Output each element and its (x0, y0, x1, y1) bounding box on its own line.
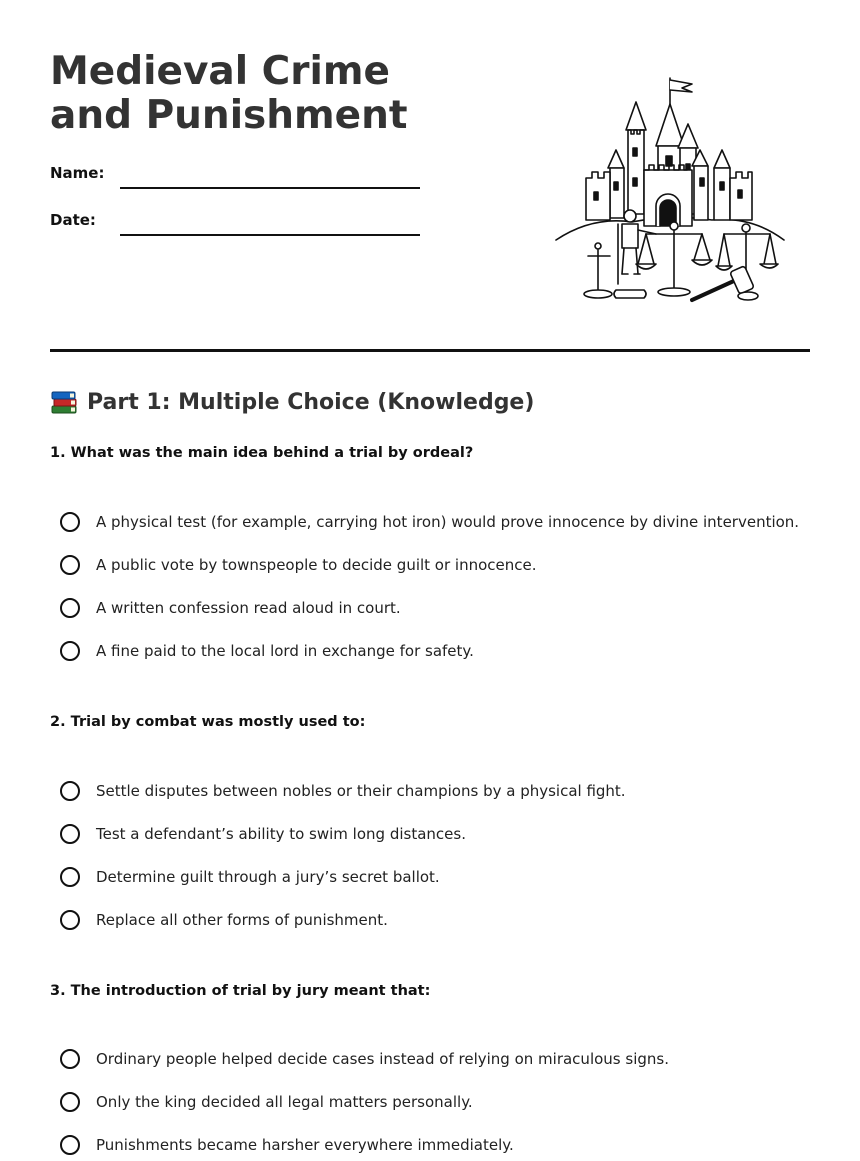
q1-option-b[interactable] (60, 552, 537, 578)
option-label: Ordinary people helped decide cases instead of relying on miraculous signs. (96, 1050, 669, 1068)
option-label: Only the king decided all legal matters personally. (96, 1093, 473, 1111)
radio-button[interactable] (60, 512, 80, 532)
option-label: A written confession read aloud in court. (96, 599, 401, 617)
option-label: A fine paid to the local lord in exchange for safety. (96, 642, 474, 660)
q2-option-b[interactable] (60, 821, 466, 847)
option-label: Punishments became harsher everywhere immediately. (96, 1136, 514, 1154)
radio-button[interactable] (60, 824, 80, 844)
option-label: Replace all other forms of punishment. (96, 911, 388, 929)
question-1: 1. What was the main idea behind a trial by ordeal? (50, 445, 474, 461)
q3-option-b[interactable] (60, 1089, 473, 1115)
castle-justice-illustration (552, 74, 788, 306)
question-3: 3. The introduction of trial by jury meant that: (50, 983, 431, 999)
radio-button[interactable] (60, 867, 80, 887)
name-label: Name: (50, 164, 105, 182)
option-label: A physical test (for example, carrying hot iron) would prove innocence by divine intervention. (96, 513, 800, 531)
date-field (50, 211, 420, 235)
part1-title: Part 1: Multiple Choice (Knowledge) (87, 389, 535, 415)
q2-option-d[interactable] (60, 907, 388, 933)
radio-button[interactable] (60, 641, 80, 661)
q1-option-d[interactable] (60, 638, 474, 664)
name-field (50, 164, 420, 188)
q2-option-c[interactable] (60, 864, 440, 890)
q1-option-a[interactable] (60, 509, 799, 535)
radio-button[interactable] (60, 1049, 80, 1069)
option-label: Test a defendant’s ability to swim long distances. (96, 825, 466, 843)
radio-button[interactable] (60, 555, 80, 575)
name-input-line[interactable] (120, 187, 420, 189)
worksheet-header (0, 0, 860, 353)
q3-option-c[interactable] (60, 1132, 514, 1158)
option-label: A public vote by townspeople to decide guilt or innocence. (96, 556, 537, 574)
option-label: Settle disputes between nobles or their champions by a physical fight. (96, 782, 626, 800)
radio-button[interactable] (60, 1135, 80, 1155)
date-label: Date: (50, 211, 96, 229)
q2-option-a[interactable] (60, 778, 626, 804)
question-2: 2. Trial by combat was mostly used to: (50, 714, 366, 730)
option-label: Determine guilt through a jury’s secret ballot. (96, 868, 440, 886)
radio-button[interactable] (60, 781, 80, 801)
page-title: Medieval Crime and Punishment (50, 49, 408, 138)
date-input-line[interactable] (120, 234, 420, 236)
radio-button[interactable] (60, 598, 80, 618)
q1-option-c[interactable] (60, 595, 401, 621)
radio-button[interactable] (60, 910, 80, 930)
q3-option-a[interactable] (60, 1046, 669, 1072)
books-icon (50, 389, 78, 415)
header-divider (50, 349, 810, 352)
part1-heading (50, 389, 534, 415)
radio-button[interactable] (60, 1092, 80, 1112)
